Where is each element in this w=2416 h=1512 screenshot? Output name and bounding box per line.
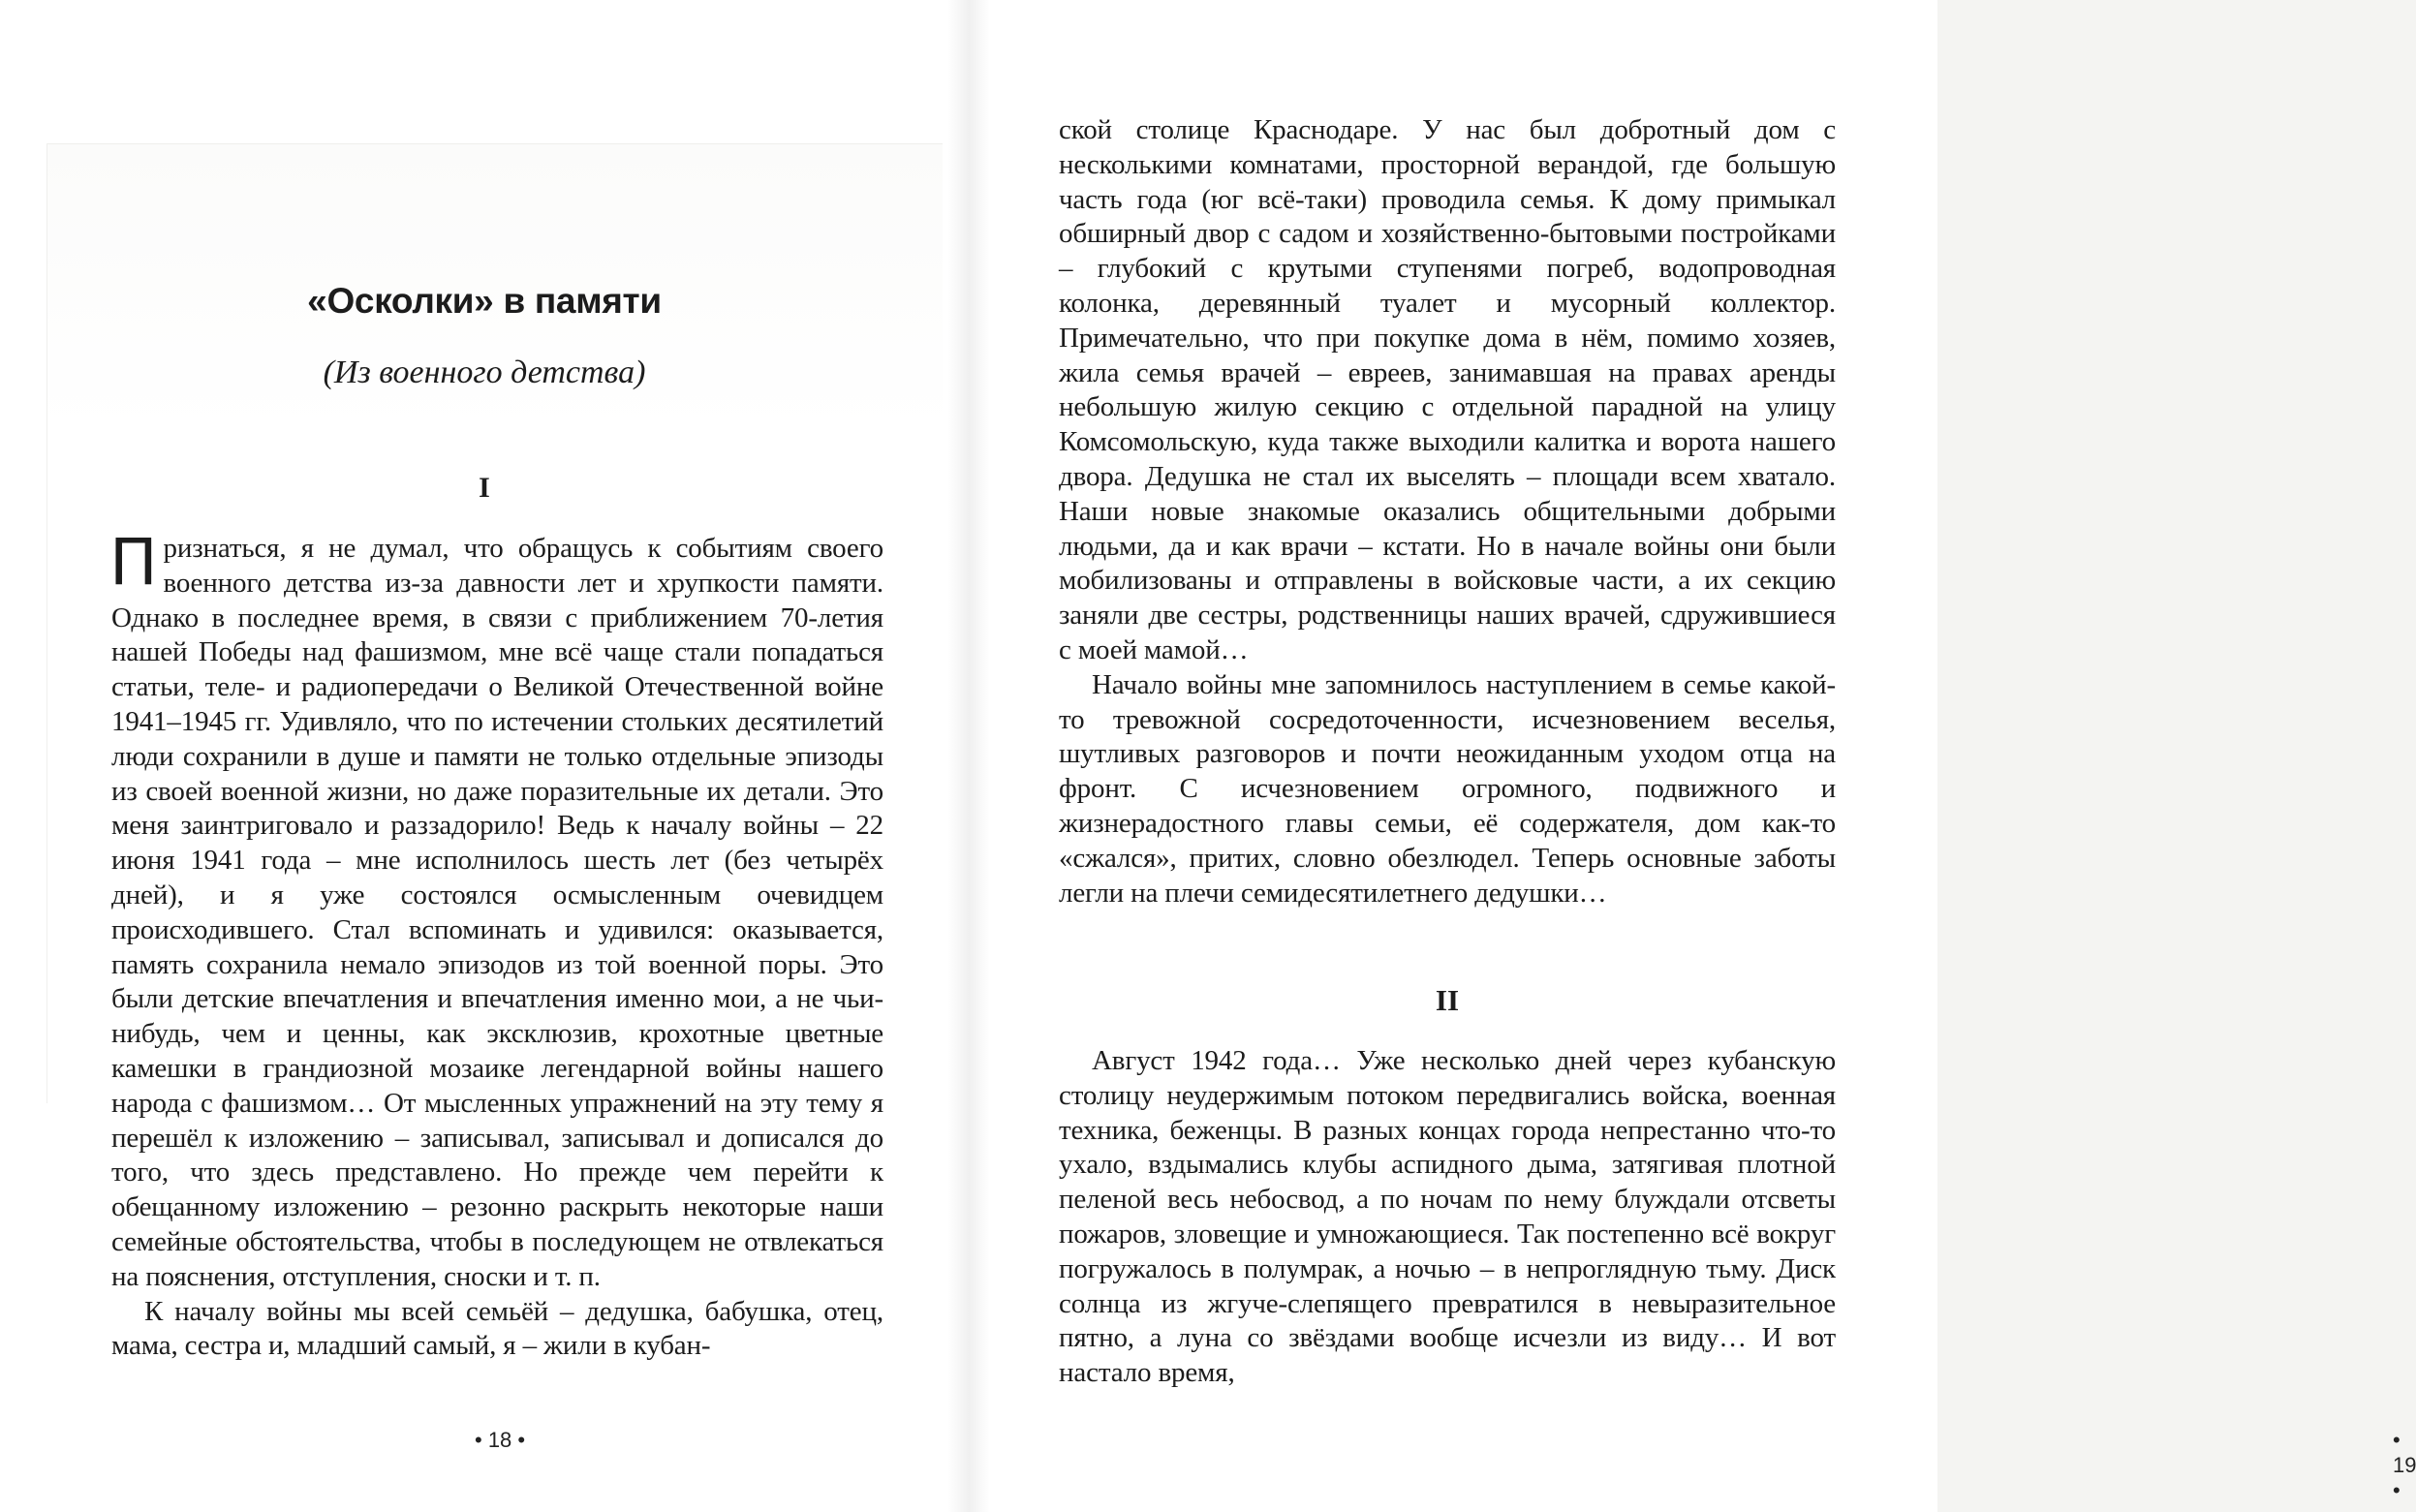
drop-cap: П <box>109 525 158 600</box>
page-number-left: • 18 • <box>475 1428 526 1452</box>
paragraph <box>109 525 883 1295</box>
paragraph: К началу войны мы всей семьёй – дедушка, бабушка, отец, мама, сестра и, младший самый, я – жили в кубан- <box>111 1295 883 1362</box>
chapter-subtitle: (Из военного детства) <box>323 355 646 390</box>
section-number-2: II <box>1435 983 1460 1017</box>
chapter-title: «Осколки» в памяти <box>307 281 662 321</box>
gutter-shadow <box>947 0 969 1512</box>
right-body-text <box>1059 113 1836 910</box>
paragraph: ской столице Краснодаре. У нас был добротный дом с несколькими комнатами, просторной верандой, где большую часть года (юг всё-таки) проводила семья. К дому примыкал обширный двор с садом и хозяйственно-бытовыми постройками – глубокий с крутыми ступенями погреб, водопроводная колонка, деревянный туалет и мусорный коллектор. Примечательно, что при покупке дома в нём, помимо хозяев, жила семья врачей – евреев, занимавшая на правах аренды небольшую жилую секцию с отдельной парадной на улицу Комсомольскую, куда также выходили калитка и ворота нашего двора. Дедушка не стал их выселять – площади всем хватало. Наши новые знакомые оказались общительными добрыми людьми, да и как врачи – кстати. Но в начале войны они были мобилизованы и отправлены в войсковые части, а их секцию заняли две сестры, родственницы наших врачей, сдружившиеся с моей мамой… <box>1059 114 1836 665</box>
section-number-1: I <box>479 472 490 504</box>
left-body-text <box>109 525 883 1364</box>
left-page <box>0 0 969 1512</box>
paragraph-text: ризнаться, я не думал, что обращусь к событиям своего военного детства из-за давности лет и хрупкости памяти. Однако в последнее время, в связи с приближением 70-летия нашей Победы над фашизмом, мне всё чаще стали попадаться статьи, теле- и радиопередачи о Великой Отечественной войне 1941–1945 гг. Удивляло, что по истечении стольких десятилетий люди сохранили в душе и памяти не только отдельные эпизоды из своей военной жизни, но даже поразительные их детали. Это меня заинтриговало и раззадорило! Ведь к началу войны – 22 июня 1941 года – мне исполнилось шесть лет (без четырёх дней), и я уже состоялся осмысленным очевидцем происходившего. Стал вспоминать и удивился: оказывается, память сохранила немало эпизодов из той военной поры. Это были детские впечатления и впечатления именно мои, а не чьи-нибудь, чем и ценны, как эксклюзив, крохотные цветные камешки в грандиозной мозаике легендарной войны нашего народа с фашизмом… От мысленных упражнений на эту тему я перешёл к изложению – записывал, записывал и дописался до того, что здесь представлено. Но прежде чем перейти к обещанному изложению – резонно раскрыть некоторые наши семейные обстоятельства, чтобы в последующем не отвлекаться на пояснения, отступления, сноски и т. п. <box>111 533 883 1292</box>
paragraph: Август 1942 года… Уже несколько дней через кубанскую столицу неудержимым потоком передвигались войска, военная техника, беженцы. В разных концах города непрестанно что-то ухало, вздымались клубы аспидного дыма, затягивая плотной пеленой весь небосвод, а по ночам по нему блуждали отсветы пожаров, зловещие и умножающиеся. Так постепенно всё вокруг погружалось в полумрак, а ночью – в непроглядную тьму. Диск солнца из жгуче-слепящего превратился в невыразительное пятно, а луна со звёздами вообще исчезли из виду… И вот настало время, <box>1059 1045 1836 1389</box>
page-number-right: • 19 • <box>2393 1428 2416 1502</box>
gutter-shadow <box>969 0 990 1512</box>
paragraph: Начало войны мне запомнилось наступлением в семье какой-то тревожной сосредоточенности, исчезновением веселья, шутливых разговоров и почти неожиданным уходом отца на фронт. С исчезновением огромного, подвижного и жизнерадостного главы семьи, её содержателя, дом как-то «сжался», притих, словно обезлюдел. Теперь основные заботы легли на плечи семидесятилетнего дедушки… <box>1059 668 1836 909</box>
right-body-text-2 <box>1059 1044 1836 1391</box>
